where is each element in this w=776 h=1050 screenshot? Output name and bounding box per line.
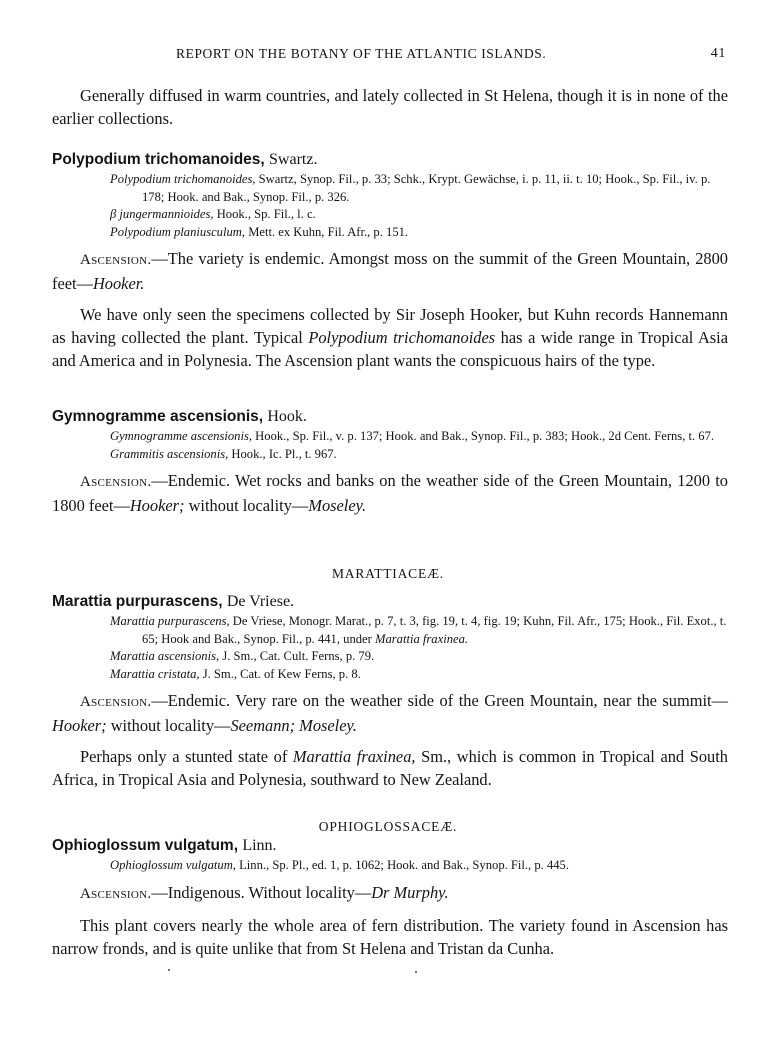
synonym-taxon: Gymnogramme ascensionis, <box>110 429 253 443</box>
ascension-paragraph <box>52 469 728 517</box>
collector-name: Hooker; <box>129 496 185 515</box>
synonymy <box>110 613 728 683</box>
ascension-label: Ascension. <box>80 252 152 268</box>
ascension-text: —The variety is endemic. Amongst moss on the summit of the Green Mountain, 2800 feet— <box>52 249 728 293</box>
intro-paragraph: Generally diffused in warm countries, and lately collected in St Helena, though it is in none of the earlier collections. <box>52 86 728 128</box>
synonym-ref: De Vriese, Monogr. Marat., p. 7, t. 3, fig. 19, t. 4, fig. 19; Kuhn, Fil. Afr., 175; Hook., Fil. Exot., t. 65; Hook and Bak., Synop. Fil., p. 441, under <box>142 614 727 646</box>
note-start: Perhaps only a stunted state of <box>80 747 293 766</box>
note-start: This plant covers nearly the whole area of fern distribution. The variety found in Ascension has narrow fronds, and is quite unlike that from St Helena and Tristan da Cunha. <box>52 915 728 958</box>
species-authority: Swartz. <box>269 151 318 168</box>
species-name: Ophioglossum vulgatum, <box>52 837 239 854</box>
synonym-line <box>110 648 728 666</box>
species-authority: De Vriese. <box>226 593 295 610</box>
print-speck <box>415 971 417 973</box>
note-start: We have only seen the specimens collected by Sir Joseph Hooker, but Kuhn records Hannemann as having collected the plant. Typical <box>52 305 728 347</box>
ascension-text: —Endemic. Very rare on the weather side of the Green Mountain, near the summit— <box>151 691 728 710</box>
species-entry-polypodium <box>52 149 728 372</box>
synonym-ref: Hook., Sp. Fil., v. p. 137; Hook. and Bak., Synop. Fil., p. 383; Hook., 2d Cent. Ferns, t. 67. <box>255 429 715 443</box>
species-entry-gymnogramme <box>52 406 728 517</box>
synonym-taxon: Marattia cristata, <box>110 666 200 681</box>
family-heading-ophioglossaceae: OPHIOGLOSSACEÆ. <box>318 819 458 834</box>
synonym-line <box>110 428 728 446</box>
synonym-line <box>110 224 728 242</box>
ascension-paragraph <box>52 689 728 737</box>
synonym-ref: Hook., Sp. Fil., l. c. <box>216 207 316 221</box>
synonymy <box>110 428 728 463</box>
species-heading <box>52 406 728 428</box>
ascension-text: —Indigenous. Without locality— <box>151 882 372 902</box>
synonym-ref: J. Sm., Cat. Cult. Ferns, p. 79. <box>222 649 375 663</box>
synonym-taxon: Grammitis ascensionis, <box>110 446 229 461</box>
note-end: has a wide range in Tropical Asia and America and in Polynesia. The Ascension plant wants the conspicuous hairs of the type. <box>52 328 728 370</box>
ascension-label: Ascension. <box>80 474 152 490</box>
synonym-taxon: Marattia ascensionis, <box>110 649 220 663</box>
species-name: Marattia purpurascens, <box>52 593 223 610</box>
species-authority: Linn. <box>242 837 277 854</box>
species-name: Gymnogramme ascensionis, <box>52 408 264 425</box>
collector-name-2: Moseley. <box>308 496 367 515</box>
ascension-label: Ascension. <box>80 694 152 710</box>
intro-paragraph-block <box>52 84 728 130</box>
page-number: 41 <box>710 46 726 61</box>
species-entry-ophioglossum <box>52 835 728 960</box>
ascension-text-2: without locality— <box>184 496 309 515</box>
synonymy <box>110 171 728 241</box>
synonym-line <box>110 206 728 224</box>
species-authority: Hook. <box>267 408 307 425</box>
collector-name: Hooker. <box>92 274 145 293</box>
synonym-line <box>110 857 728 875</box>
synonymy <box>110 857 728 875</box>
collector-name: Dr Murphy. <box>371 882 449 902</box>
note-paragraph <box>52 914 728 960</box>
family-heading-marattiaceae: MARATTIACEÆ. <box>332 566 444 581</box>
ascension-label: Ascension. <box>80 885 152 902</box>
synonym-line <box>110 171 728 206</box>
species-entry-marattia <box>52 591 728 791</box>
species-heading <box>52 149 728 171</box>
print-speck <box>168 969 170 971</box>
synonym-taxon: β jungermannioides, <box>110 207 214 221</box>
synonym-ref: Mett. ex Kuhn, Fil. Afr., p. 151. <box>248 224 409 239</box>
ascension-paragraph <box>52 881 728 906</box>
ascension-paragraph <box>52 247 728 295</box>
note-italic: Polypodium trichomanoides <box>308 328 496 347</box>
synonym-line <box>110 666 728 684</box>
synonym-taxon: Ophioglossum vulgatum, <box>110 858 236 872</box>
synonym-line <box>110 446 728 464</box>
synonym-ref: Hook., Ic. Pl., t. 967. <box>231 446 337 461</box>
synonym-ref: Swartz, Synop. Fil., p. 33; Schk., Krypt. Gewächse, i. p. 11, ii. t. 10; Hook., Sp. Fil., iv. p. 178; Hook. and Bak., Synop. Fil., p. 326. <box>142 172 711 204</box>
note-paragraph <box>52 303 728 372</box>
note-italic: Marattia fraxinea, <box>292 747 416 766</box>
note-paragraph <box>52 745 728 791</box>
synonym-taxon: Marattia purpurascens, <box>110 614 230 628</box>
species-name: Polypodium trichomanoides, <box>52 151 265 168</box>
collector-name-2: Seemann; Moseley. <box>230 716 357 735</box>
header-title: REPORT ON THE BOTANY OF THE ATLANTIC ISLANDS. <box>176 46 547 61</box>
synonym-line <box>110 613 728 648</box>
synonym-ref: Linn., Sp. Pl., ed. 1, p. 1062; Hook. and Bak., Synop. Fil., p. 445. <box>239 858 569 872</box>
species-heading <box>52 835 728 857</box>
collector-name: Hooker; <box>52 716 107 735</box>
synonym-taxon: Polypodium planiusculum, <box>110 224 246 239</box>
synonym-ref: J. Sm., Cat. of Kew Ferns, p. 8. <box>202 666 361 681</box>
ascension-text: —Endemic. Wet rocks and banks on the weather side of the Green Mountain, 1200 to 1800 feet— <box>52 471 728 515</box>
ascension-text-2: without locality— <box>106 716 231 735</box>
synonym-ref-italic: Marattia fraxinea. <box>374 631 469 646</box>
species-heading <box>52 591 728 613</box>
synonym-taxon: Polypodium trichomanoides, <box>110 172 256 186</box>
note-end: Sm., which is common in Tropical and South Africa, in Tropical Asia and Polynesia, southward to New Zealand. <box>52 747 728 789</box>
